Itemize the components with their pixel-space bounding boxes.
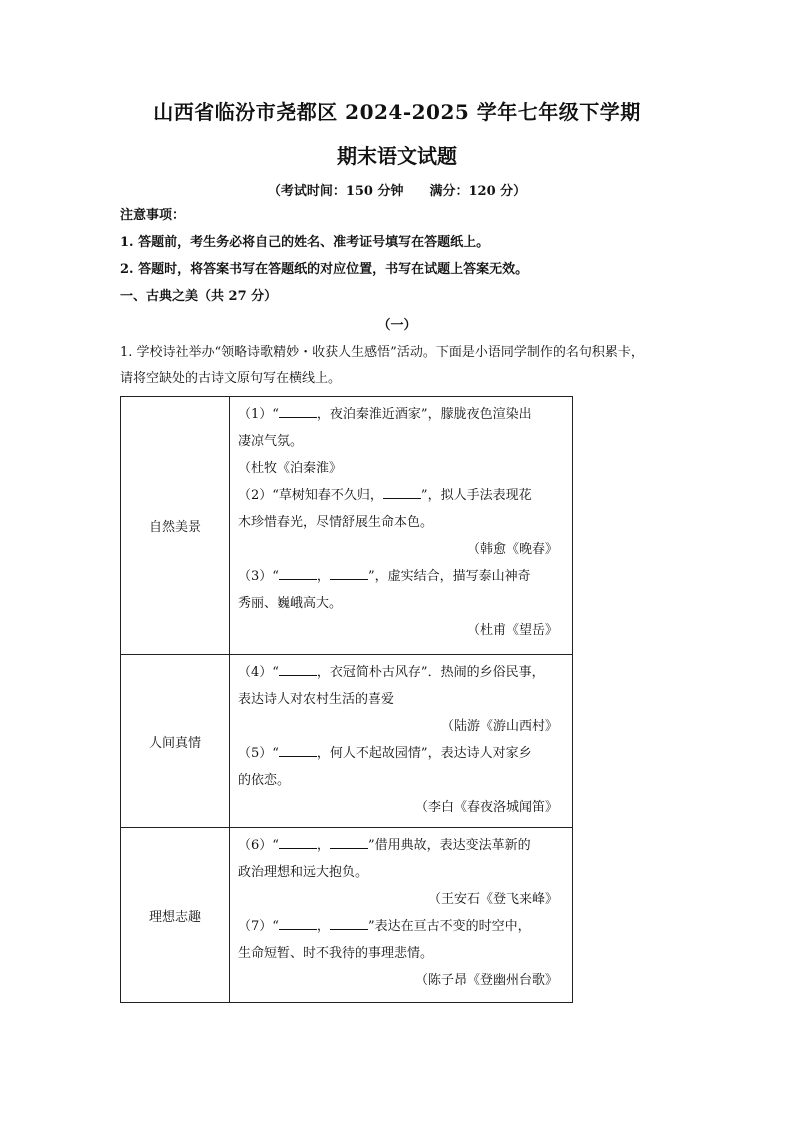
category-cell: 自然美景: [121, 397, 230, 655]
quote-prefix: （3）“: [238, 569, 279, 584]
note-item-2: 2. 答题时，将答案书写在答题纸的对应位置，书写在试题上答案无效。: [120, 262, 529, 277]
exam-info: （考试时间：150 分钟 满分：120 分）: [267, 184, 527, 199]
answer-blank[interactable]: [279, 743, 317, 757]
quote-prefix: （4）“: [238, 665, 279, 680]
quote-suffix: ，何人不起故园情”，表达诗人对家乡: [316, 746, 532, 761]
quote-continuation: 政治理想和远大抱负。: [238, 865, 369, 880]
quote-source: （杜甫《望岳》: [466, 623, 558, 638]
quote-source: （李白《春夜洛城闻笛》: [414, 800, 558, 815]
answer-blank[interactable]: [330, 566, 368, 580]
quote-source: （韩愈《晚春》: [466, 542, 558, 557]
quote-suffix: ，夜泊秦淮近酒家”，朦胧夜色渲染出: [316, 407, 532, 422]
quote-suffix: ”表达在亘古不变的时空中，: [367, 919, 531, 934]
quote-continuation: 秀丽、巍峨高大。: [238, 596, 343, 611]
quote-source: （陈子昂《登幽州台歌》: [414, 973, 558, 988]
quote-suffix: ”，虚实结合，描写泰山神奇: [367, 569, 531, 584]
answer-blank[interactable]: [279, 566, 317, 580]
note-item-1: 1. 答题前，考生务必将自己的姓名、准考证号填写在答题纸上。: [120, 235, 490, 250]
quote-suffix: ，衣冠简朴古风存”．热闹的乡俗民事，: [316, 665, 545, 680]
answer-blank[interactable]: [383, 485, 421, 499]
quote-continuation: 生命短暂、时不我待的事理悲情。: [238, 946, 434, 961]
answer-blank[interactable]: [330, 835, 368, 849]
quote-continuation: 表达诗人对农村生活的喜爱: [238, 692, 395, 707]
quote-source: （王安石《登飞来峰》: [427, 892, 558, 907]
quote-prefix: （1）“: [238, 407, 279, 422]
question-1-line2: 请将空缺处的古诗文原句写在横线上。: [120, 371, 342, 386]
items-cell: [230, 828, 573, 1003]
section-title: 一、古典之美（共 27 分）: [120, 289, 278, 304]
quote-source: （陆游《游山西村》: [440, 719, 558, 734]
quote-separator: ，: [316, 919, 330, 934]
quote-prefix: （2）“草树知春不久归，: [238, 488, 383, 503]
question-1-text: [120, 340, 680, 392]
table-row: [121, 828, 573, 1003]
quote-card-table: [120, 396, 573, 1003]
quote-continuation: 凄凉气氛。: [238, 434, 304, 449]
category-cell: 理想志趣: [121, 828, 230, 1003]
quote-separator: ，: [316, 838, 330, 853]
quote-continuation: 的依恋。: [238, 773, 291, 788]
category-cell: 人间真情: [121, 655, 230, 828]
answer-blank[interactable]: [279, 662, 317, 676]
items-cell: [230, 655, 573, 828]
section-subtitle: （一）: [377, 318, 417, 333]
question-1-line1: 1. 学校诗社举办“领略诗歌精妙・收获人生感悟”活动。下面是小语同学制作的名句积累卡，: [120, 345, 644, 360]
quote-continuation: 木珍惜春光，尽情舒展生命本色。: [238, 515, 434, 530]
table-row: [121, 655, 573, 828]
items-cell: [230, 397, 573, 655]
quote-suffix: ”借用典故，表达变法革新的: [367, 838, 531, 853]
quote-item: [238, 832, 566, 859]
quote-prefix: （7）“: [238, 919, 279, 934]
quote-item: [238, 659, 566, 686]
quote-prefix: （6）“: [238, 838, 279, 853]
answer-blank[interactable]: [279, 404, 317, 418]
quote-separator: ，: [316, 569, 330, 584]
quote-suffix: ”，拟人手法表现花: [420, 488, 532, 503]
quote-item: [238, 401, 566, 428]
quote-prefix: （5）“: [238, 746, 279, 761]
quote-source: （杜牧《泊秦淮》: [238, 461, 343, 476]
exam-title-line1: 山西省临汾市尧都区 2024-2025 学年七年级下学期: [153, 100, 641, 124]
quote-item: [238, 913, 566, 940]
answer-blank[interactable]: [279, 835, 317, 849]
answer-blank[interactable]: [330, 916, 368, 930]
answer-blank[interactable]: [279, 916, 317, 930]
quote-item: [238, 563, 566, 590]
quote-item: [238, 740, 566, 767]
exam-title-line2: 期末语文试题: [337, 144, 457, 168]
quote-item: [238, 482, 566, 509]
notes-heading: 注意事项：: [120, 208, 186, 223]
table-row: [121, 397, 573, 655]
